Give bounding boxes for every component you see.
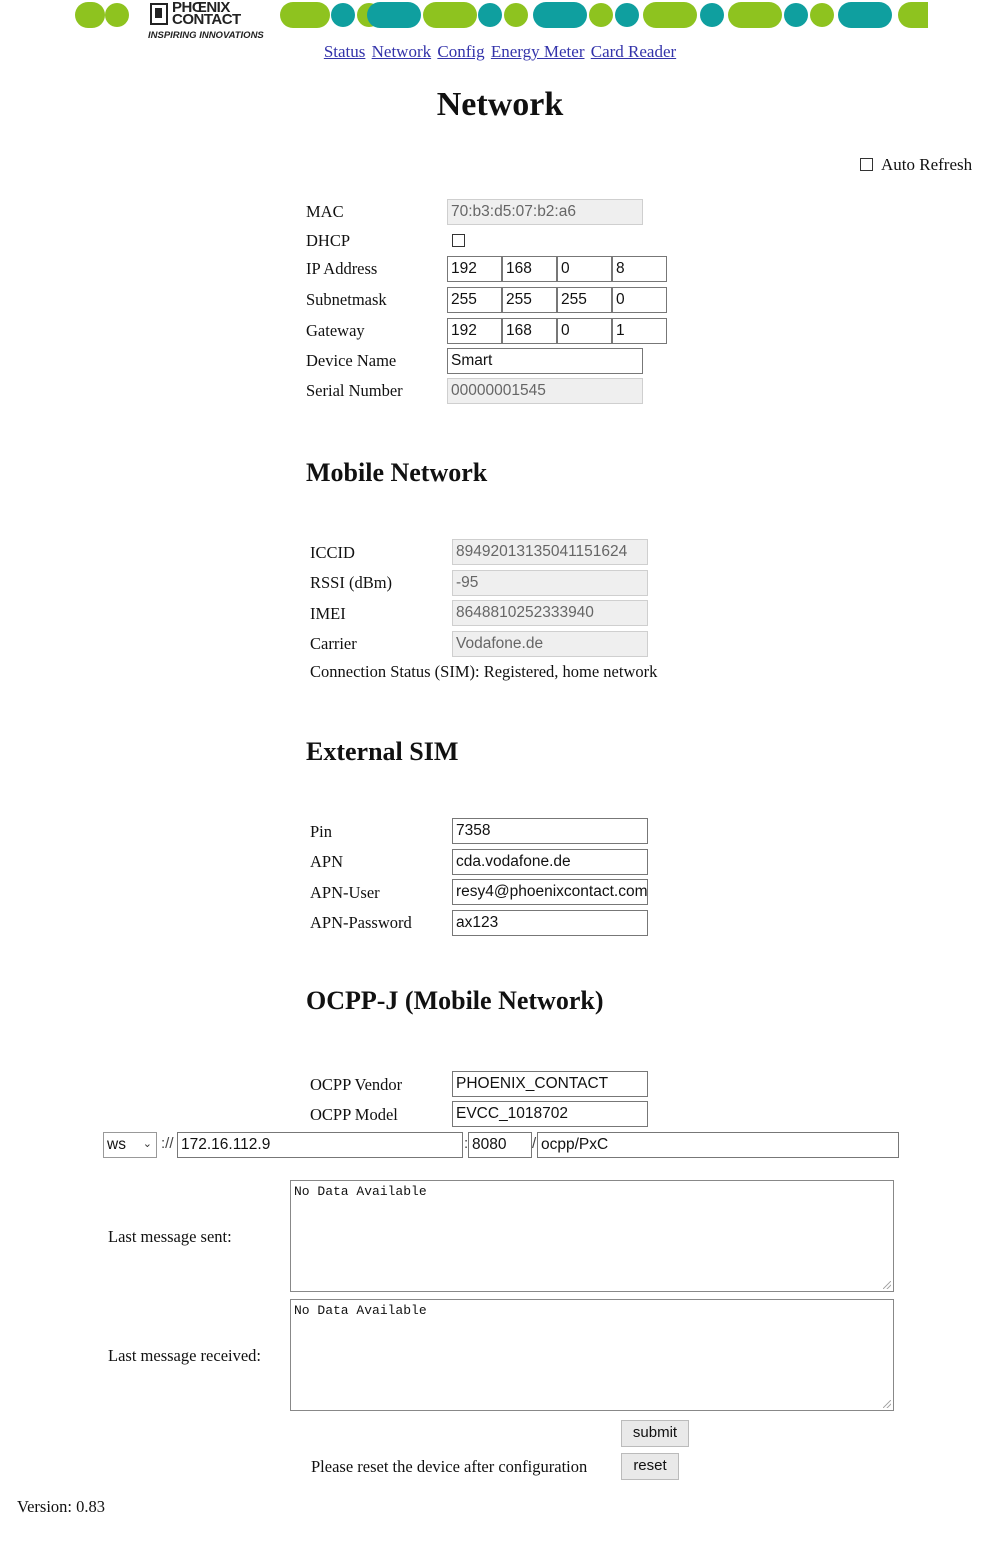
path-input[interactable]: ocpp/PxC	[537, 1132, 899, 1158]
ocpp-model-input[interactable]: EVCC_1018702	[452, 1101, 648, 1127]
reset-button[interactable]: reset	[621, 1453, 679, 1480]
submit-button[interactable]: submit	[621, 1420, 689, 1447]
pin-input[interactable]: 7358	[452, 818, 648, 844]
external-sim-heading: External SIM	[306, 737, 459, 766]
gateway-octet-1[interactable]: 192	[447, 318, 502, 344]
nav-link-energy-meter[interactable]: Energy Meter	[490, 42, 585, 61]
resize-grip-icon[interactable]	[883, 1400, 891, 1408]
rssi-field: -95	[452, 570, 648, 596]
gateway-octet-2[interactable]: 168	[502, 318, 557, 344]
port-separator: :	[464, 1135, 469, 1152]
last-message-received-area[interactable]	[290, 1299, 894, 1411]
apn-password-input[interactable]: ax123	[452, 910, 648, 936]
ocpp-vendor-input[interactable]: PHOENIX_CONTACT	[452, 1071, 648, 1097]
nav-link-config[interactable]: Config	[437, 42, 485, 61]
ip-octet-4[interactable]: 8	[612, 256, 667, 282]
reset-note: Please reset the device after configuration	[311, 1457, 588, 1476]
auto-refresh	[860, 155, 972, 175]
path-separator: /	[532, 1135, 537, 1152]
phoenix-contact-logo	[140, 0, 275, 44]
ocpp-model-label: OCPP Model	[310, 1105, 398, 1124]
mobile-network-heading: Mobile Network	[306, 458, 488, 487]
subnet-octet-4[interactable]: 0	[612, 287, 667, 313]
last-message-received-label: Last message received:	[108, 1346, 262, 1365]
dhcp-label: DHCP	[306, 231, 351, 250]
connection-status-text: Connection Status (SIM): Registered, home network	[310, 662, 658, 681]
ocpp-heading: OCPP-J (Mobile Network)	[306, 986, 604, 1015]
logo-word-contact: CONTACT	[172, 11, 241, 28]
last-message-sent-label: Last message sent:	[108, 1227, 232, 1246]
iccid-label: ICCID	[310, 543, 355, 562]
rssi-label: RSSI (dBm)	[310, 573, 393, 592]
logo-mark-inner	[155, 8, 162, 18]
gateway-octet-3[interactable]: 0	[557, 318, 612, 344]
page-title: Network	[436, 86, 564, 123]
device-name-label: Device Name	[306, 351, 397, 370]
apn-password-label: APN-Password	[310, 913, 412, 932]
iccid-field: 89492013135041151624	[452, 539, 648, 565]
serial-number-label: Serial Number	[306, 381, 403, 400]
apn-user-label: APN-User	[310, 883, 380, 902]
chevron-down-icon: ⌄	[142, 1138, 152, 1150]
ip-address-label: IP Address	[306, 259, 378, 278]
apn-label: APN	[310, 852, 344, 871]
mac-field: 70:b3:d5:07:b2:a6	[447, 199, 643, 225]
nav-link-status[interactable]: Status	[323, 42, 366, 61]
gateway-label: Gateway	[306, 321, 365, 340]
ip-octet-1[interactable]: 192	[447, 256, 502, 282]
resize-grip-icon[interactable]	[883, 1281, 891, 1289]
version-text: Version: 0.83	[17, 1497, 105, 1516]
gateway-octet-4[interactable]: 1	[612, 318, 667, 344]
host-input[interactable]: 172.16.112.9	[177, 1132, 463, 1158]
last-message-sent-area[interactable]	[290, 1180, 894, 1292]
ip-octet-3[interactable]: 0	[557, 256, 612, 282]
scheme-separator: ://	[161, 1135, 174, 1152]
apn-input[interactable]: cda.vodafone.de	[452, 849, 648, 875]
subnet-octet-3[interactable]: 255	[557, 287, 612, 313]
dhcp-checkbox[interactable]	[452, 234, 465, 247]
subnetmask-label: Subnetmask	[306, 290, 387, 309]
nav-link-card-reader[interactable]: Card Reader	[590, 42, 677, 61]
logo-word-phoenix: PHŒNIX	[172, 0, 230, 16]
last-message-sent-text: No Data Available	[294, 1184, 427, 1199]
last-message-received-text: No Data Available	[294, 1303, 427, 1318]
subnet-octet-2[interactable]: 255	[502, 287, 557, 313]
serial-number-field: 00000001545	[447, 378, 643, 404]
subnet-octet-1[interactable]: 255	[447, 287, 502, 313]
port-input[interactable]: 8080	[468, 1132, 532, 1158]
imei-field: 8648810252333940	[452, 600, 648, 626]
carrier-field: Vodafone.de	[452, 631, 648, 657]
apn-user-input[interactable]: resy4@phoenixcontact.com	[452, 879, 648, 905]
ip-octet-2[interactable]: 168	[502, 256, 557, 282]
pin-label: Pin	[310, 822, 333, 841]
logo-tagline: INSPIRING INNOVATIONS	[148, 30, 264, 41]
nav-link-network[interactable]: Network	[371, 42, 432, 61]
top-nav	[0, 42, 1000, 62]
scheme-select[interactable]	[103, 1132, 157, 1158]
imei-label: IMEI	[310, 604, 346, 623]
mac-label: MAC	[306, 202, 344, 221]
device-name-input[interactable]: Smart	[447, 348, 643, 374]
carrier-label: Carrier	[310, 634, 357, 653]
ocpp-vendor-label: OCPP Vendor	[310, 1075, 403, 1094]
auto-refresh-checkbox[interactable]	[860, 158, 873, 171]
auto-refresh-label: Auto Refresh	[881, 155, 973, 174]
scheme-value: ws	[107, 1136, 126, 1153]
